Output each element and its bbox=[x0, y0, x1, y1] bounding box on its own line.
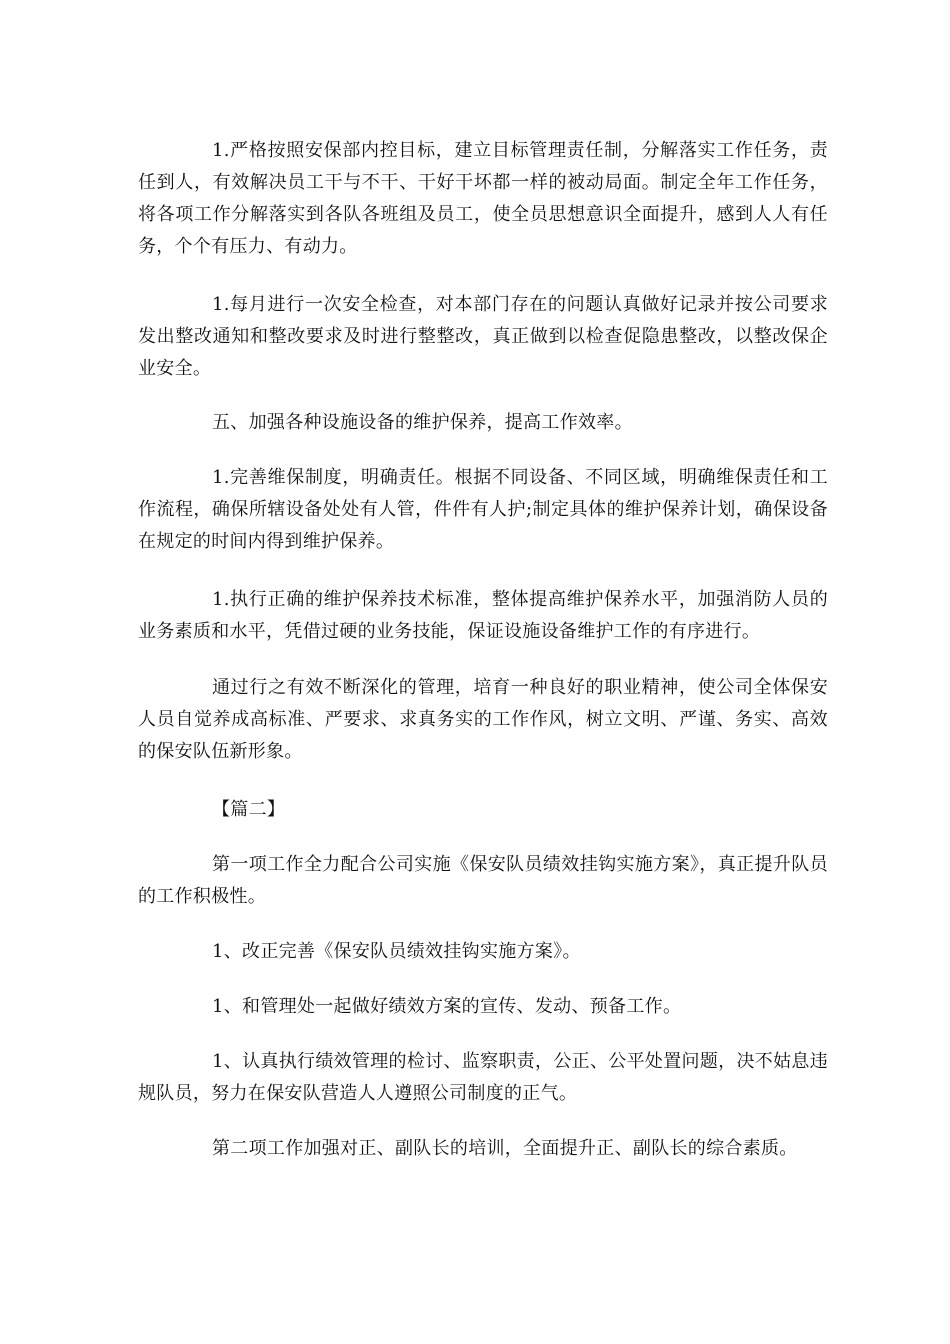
paragraph-summary-conclusion: 通过行之有效不断深化的管理，培育一种良好的职业精神，使公司全体保安人员自觉养成高标准、严要求、求真务实的工作作风，树立文明、严谨、务实、高效的保安队伍新形象。 bbox=[138, 677, 828, 762]
list-item-supervision-duty: 1、认真执行绩效管理的检讨、监察职责，公正、公平处置问题，决不姑息违规队员，努力在保安队营造人人遵照公司制度的正气。 bbox=[138, 1051, 828, 1104]
paragraph-maintenance-standards: 1.执行正确的维护保养技术标准，整体提高维护保养水平，加强消防人员的业务素质和水平，凭借过硬的业务技能，保证设施设备维护工作的有序进行。 bbox=[138, 589, 828, 642]
paragraph-monthly-safety-check: 1.每月进行一次安全检查，对本部门存在的问题认真做好记录并按公司要求发出整改通知和整改要求及时进行整整改，真正做到以检查促隐患整改，以整改保企业安全。 bbox=[138, 294, 828, 379]
paragraph-second-task: 第二项工作加强对正、副队长的培训，全面提升正、副队长的综合素质。 bbox=[212, 1138, 798, 1159]
section-title-part-two: 【篇二】 bbox=[212, 799, 286, 820]
paragraph-target-responsibility: 1.严格按照安保部内控目标，建立目标管理责任制，分解落实工作任务，责任到人，有效解决员工干与不干、干好干坏都一样的被动局面。制定全年工作任务，将各项工作分解落实到各队各班组及员工，使全员思想意识全面提升，感到人人有任务，个个有压力、有动力。 bbox=[138, 140, 828, 257]
list-item-preparation-work: 1、和管理处一起做好绩效方案的宣传、发动、预备工作。 bbox=[212, 996, 682, 1017]
section-heading-equipment-maintenance: 五、加强各种设施设备的维护保养，提高工作效率。 bbox=[212, 412, 633, 433]
paragraph-first-task: 第一项工作全力配合公司实施《保安队员绩效挂钩实施方案》，真正提升队员的工作积极性。 bbox=[138, 854, 828, 907]
paragraph-maintenance-system: 1.完善维保制度，明确责任。根据不同设备、不同区域，明确维保责任和工作流程，确保所辖设备处处有人管，件件有人护;制定具体的维护保养计划，确保设备在规定的时间内得到维护保养。 bbox=[138, 467, 828, 552]
list-item-revise-plan: 1、改正完善《保安队员绩效挂钩实施方案》。 bbox=[212, 941, 581, 962]
